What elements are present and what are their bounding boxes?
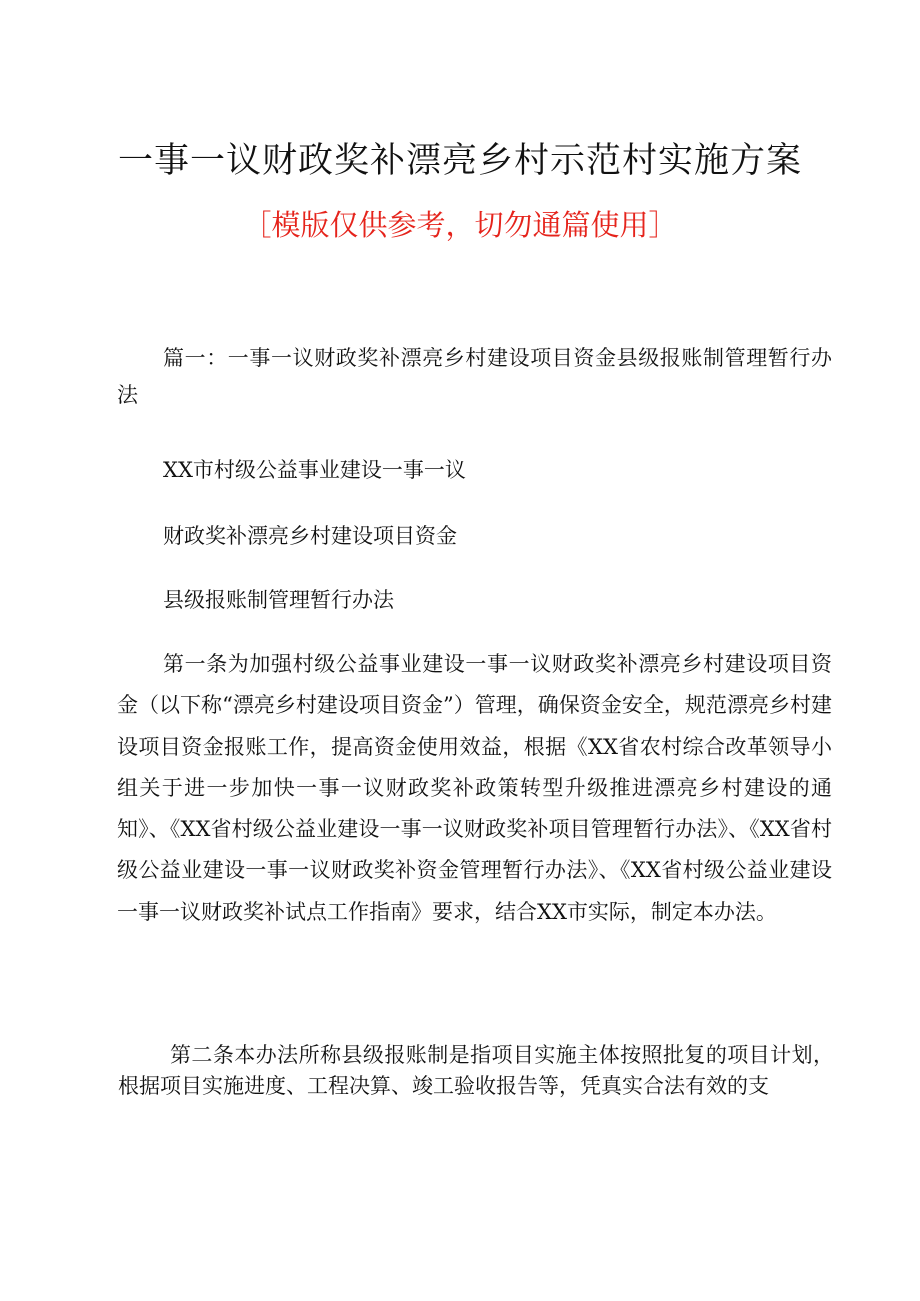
paragraph-section-heading: 篇一：一事一议财政奖补漂亮乡村建设项目资金县级报账制管理暂行办法 bbox=[117, 346, 832, 407]
paragraph-heading-line-3: 县级报账制管理暂行办法 bbox=[163, 588, 394, 612]
paragraph-article-1: 第一条为加强村级公益事业建设一事一议财政奖补漂亮乡村建设项目资金（以下称“漂亮乡村建设项目资金”）管理，确保资金安全，规范漂亮乡村建设项目资金报账工作，提高资金使用效益，根据《XX省农村综合改革领导小组关于进一步加快一事一议财政奖补政策转型升级推进漂亮乡村建设的通知》、《XX省村级公益业建设一事一议财政奖补项目管理暂行办法》、《XX省村级公益业建设一事一议财政奖补资金管理暂行办法》、《XX省村级公益业建设一事一议财政奖补试点工作指南》要求，结合XX市实际，制定本办法。 bbox=[117, 652, 832, 924]
paragraph-article-2: 第二条本办法所称县级报账制是指项目实施主体按照批复的项目计划，根据项目实施进度、工程决算、竣工验收报告等，凭真实合法有效的支 bbox=[118, 1043, 834, 1098]
paragraph-heading-line-2: 财政奖补漂亮乡村建设项目资金 bbox=[163, 524, 457, 548]
paragraph-heading-line-1: XX市村级公益事业建设一事一议 bbox=[163, 458, 466, 482]
template-notice: ［模版仅供参考，切勿通篇使用］ bbox=[242, 208, 678, 242]
document-title: 一事一议财政奖补漂亮乡村示范村实施方案 bbox=[117, 141, 802, 181]
